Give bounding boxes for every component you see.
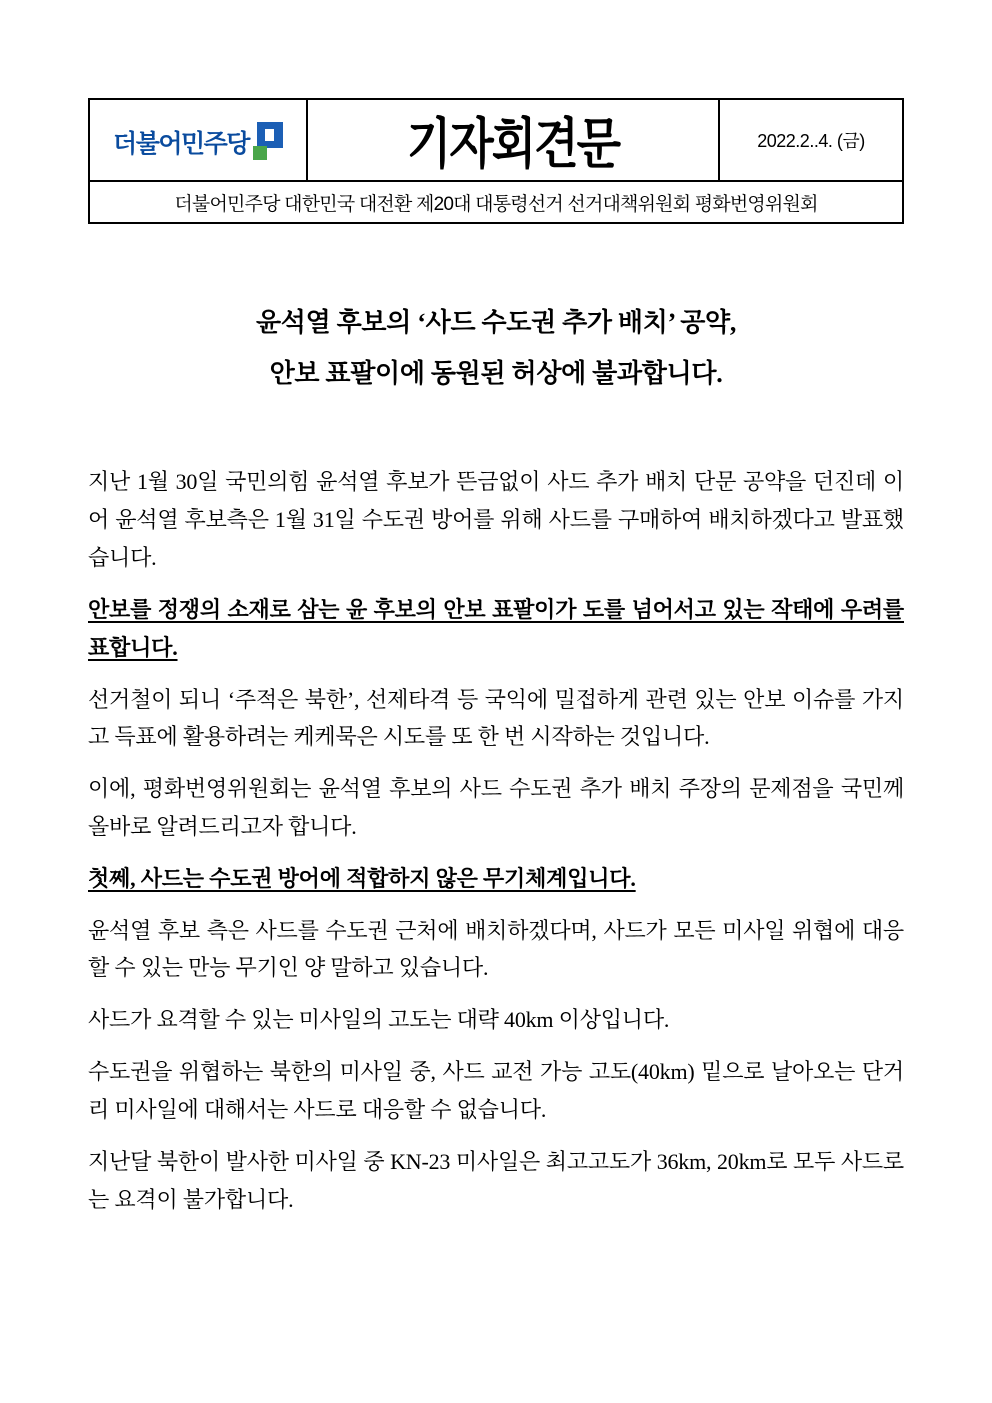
document-kind-label: 기자회견문 [406,112,620,175]
paragraph-emphasis: 첫쩨, 사드는 수도권 방어에 적합하지 않은 무기체계입니다. [88,865,636,891]
paragraph: 사드가 요격할 수 있는 미사일의 고도는 대략 40km 이상입니다. [88,1007,670,1033]
headline-line-2: 안보 표팔이에 동원된 허상에 불과합니다. [269,358,723,388]
page-title [88,298,904,399]
paragraph: 수도권을 위협하는 북한의 미사일 중, 사드 교전 가능 고도(40km) 밑으로 날아오는 단거리 미사일에 대해서는 사드로 대응할 수 없습니다. [88,1059,904,1122]
paragraph: 지난 1월 30일 국민의힘 윤석열 후보가 뜬금없이 사드 추가 배치 단문 공약을 던진데 이어 윤석열 후보측은 1월 31일 수도권 방어를 위해 사드를 구매하여 배치하겠다고 발표했습니다. [88,469,904,571]
paragraph: 윤석열 후보 측은 사드를 수도권 근처에 배치하겠다며, 사드가 모든 미사일 위협에 대응할 수 있는 만능 무기인 양 말하고 있습니다. [88,917,904,981]
paragraph: 지난달 북한이 발사한 미사일 중 KN-23 미사일은 최고고도가 36km, 20km로 모두 사드로는 요격이 불가합니다. [88,1148,904,1212]
party-emblem-icon [253,122,283,162]
paragraph-emphasis: 안보를 정쟁의 소재로 삼는 윤 후보의 안보 표팔이가 도를 넘어서고 있는 작태에 우려를 표합니다. [88,596,904,660]
paragraph: 이에, 평화번영위원회는 윤석열 후보의 사드 수도권 추가 배치 주장의 문제점을 국민께 올바로 알려드리고자 합니다. [88,776,904,839]
header-top-row [90,100,902,180]
issuing-organization: 더불어민주당 대한민국 대전환 제20대 대통령선거 선거대책위원회 평화번영위원회 [174,193,818,215]
document-kind-cell [308,100,720,180]
paragraph: 선거철이 되니 ‘주적은 북한’, 선제타격 등 국익에 밀접하게 관련 있는 안보 이슈를 가지고 득표에 활용하려는 케케묵은 시도를 또 한 번 시작하는 것입니다. [88,686,904,750]
document-body [88,463,904,1218]
header-bottom-row [90,180,902,222]
party-logo-cell [90,100,308,180]
party-logo [113,122,283,162]
document-date: 2022.2..4. (금) [757,131,865,151]
press-release-header [88,98,904,224]
party-logo-label: 더불어민주당 [113,130,249,158]
document-date-cell [720,100,902,180]
headline-line-1: 윤석열 후보의 ‘사드 수도권 추가 배치’ 공약, [255,308,737,337]
